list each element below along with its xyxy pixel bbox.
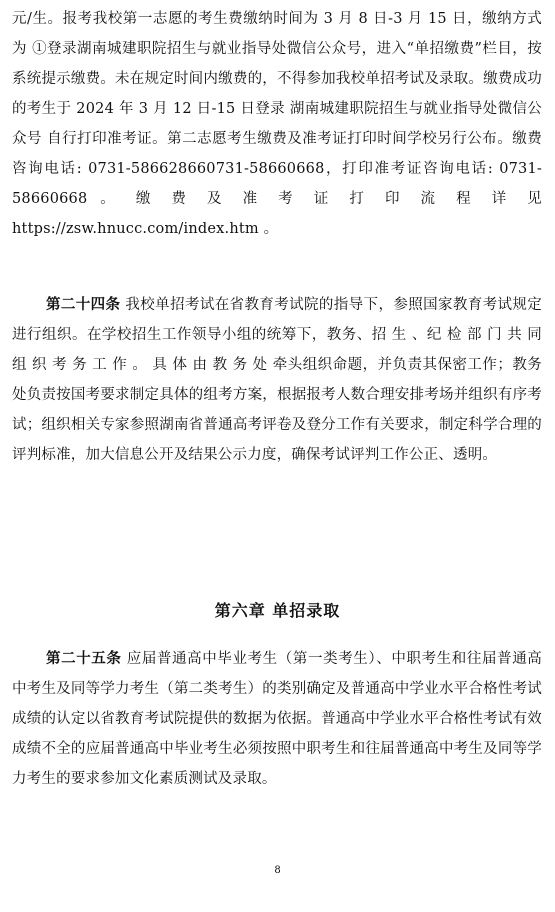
article-24-text: 我校单招考试在省教育考试院的指导下，参照国家教育考试规定进行组织。在学校招生工作领导小组的统筹下，教务、招 生 、纪 检 部 门 共 同 组 织 考 务 工 作 。 具 体 由 教 务 处 牵头组织命题，并负责其保密工作；教务处负责按国考要求制定具体的组考方案，根据报考人数合理安排考场并组织有序考试；组织相关专家参照湖南省普通高考评卷及登分工作有关要求，制定科学合理的评判标准，加大信息公开及结果公示力度，确保考试评判工作公正、透明。	[12, 297, 542, 463]
article-24-paragraph	[12, 290, 542, 470]
page-number: 8	[274, 865, 281, 876]
article-25-label: 第二十五条	[46, 650, 122, 667]
chapter-title: 第六章 单招录取	[214, 601, 341, 620]
paragraph-fee-payment: 元/生。报考我校第一志愿的考生费缴纳时间为 3 月 8 日-3 月 15 日，缴纳方式为 ①登录湖南城建职院招生与就业指导处微信公众号，进入“单招缴费”栏目，按系统提示缴费。未在规定时间内缴费的，不得参加我校单招考试及录取。缴费成功的考生于 2024 年 3 月 12 日-15 日登录 湖南城建职院招生与就业指导处微信公众号 自行打印准考证。第二志愿考生缴费及准考证打印时间学校另行公布。缴费咨询电话: 0731-586628660731-58660668，打印准考证咨询电话: 0731-58660668 。 缴 费 及 准 考 证 打 印 流 程 详 见 https://zsw.hnucc.com/index.htm 。	[12, 11, 542, 237]
article-25-paragraph	[12, 644, 542, 794]
article-24-label: 第二十四条	[46, 296, 121, 313]
article-25-text: 应届普通高中毕业考生（第一类考生）、中职考生和往届普通高中考生及同等学力考生（第二类考生）的类别确定及普通高中学业水平合格性考试成绩的认定以省教育考试院提供的数据为依据。普通高中学业水平合格性考试有效成绩不全的应届普通高中毕业考生必须按照中职考生和往届普通高中考生及同等学力考生的要求参加文化素质测试及录取。	[12, 651, 542, 787]
